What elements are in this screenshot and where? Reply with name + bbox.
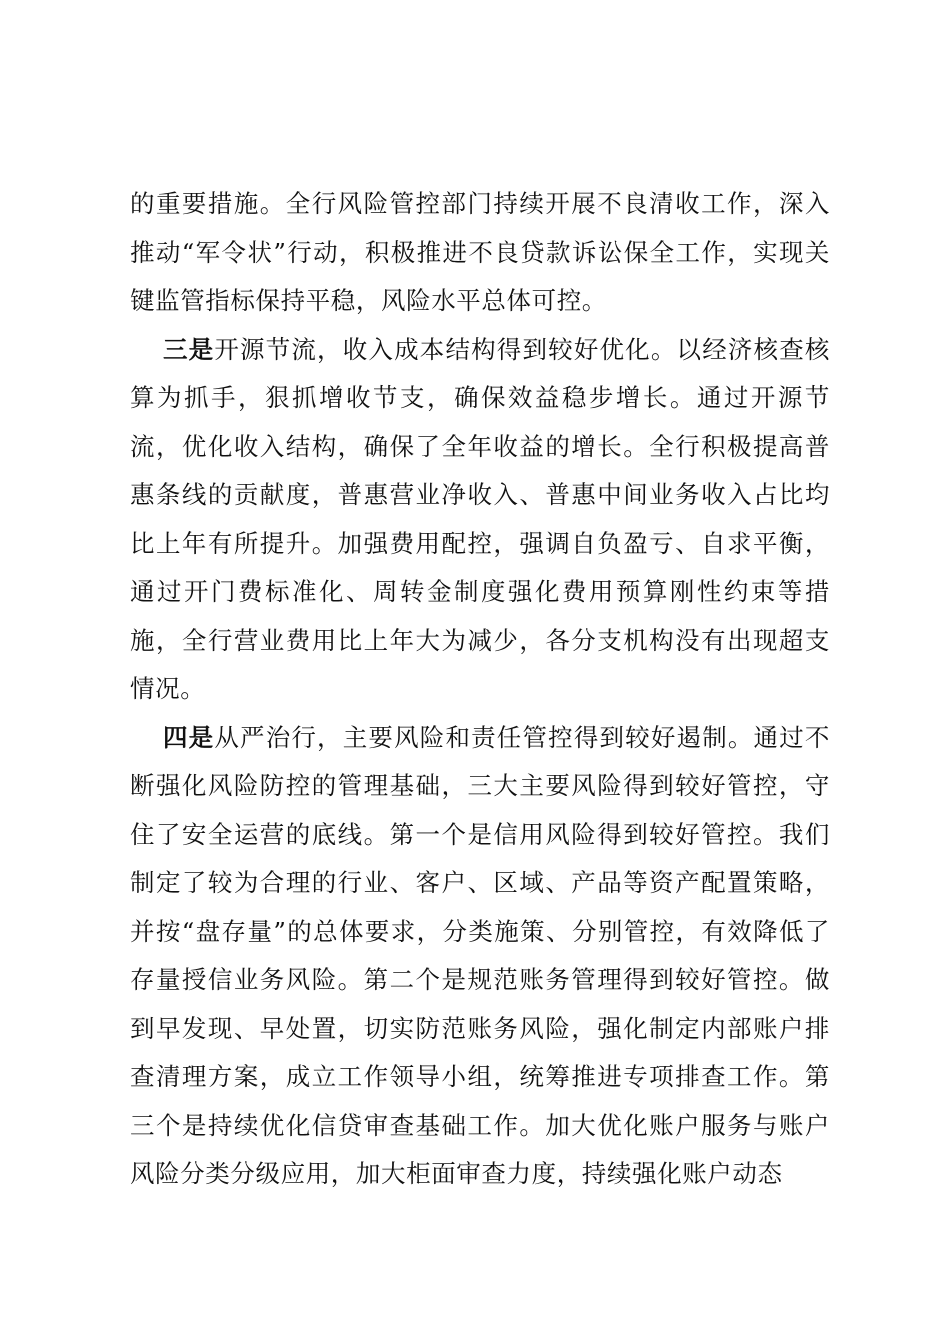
paragraph-continuation xyxy=(130,180,830,326)
paragraph-text: 的重要措施。全行风险管控部门持续开展不良清收工作，深入推动“军令状”行动，积极推进不良贷款诉讼保全工作，实现关键监管指标保持平稳，风险水平总体可控。 xyxy=(130,189,830,315)
paragraph-item-four xyxy=(130,714,830,1199)
paragraph-lead: 四是 xyxy=(163,722,215,752)
document-body xyxy=(130,180,830,1199)
paragraph-item-three xyxy=(130,326,830,714)
paragraph-lead: 三是 xyxy=(163,334,215,364)
paragraph-text: 从严治行，主要风险和责任管控得到较好遏制。通过不断强化风险防控的管理基础，三大主要风险得到较好管控，守住了安全运营的底线。第一个是信用风险得到较好管控。我们制定了较为合理的行业、客户、区域、产品等资产配置策略，并按“盘存量”的总体要求，分类施策、分别管控，有效降低了存量授信业务风险。第二个是规范账务管理得到较好管控。做到早发现、早处置，切实防范账务风险，强化制定内部账户排查清理方案，成立工作领导小组，统筹推进专项排查工作。第三个是持续优化信贷审查基础工作。加大优化账户服务与账户风险分类分级应用，加大柜面审查力度，持续强化账户动态 xyxy=(130,722,830,1188)
paragraph-text: 开源节流，收入成本结构得到较好优化。以经济核查核算为抓手，狠抓增收节支，确保效益稳步增长。通过开源节流，优化收入结构，确保了全年收益的增长。全行积极提高普惠条线的贡献度，普惠营业净收入、普惠中间业务收入占比均比上年有所提升。加强费用配控，强调自负盈亏、自求平衡，通过开门费标准化、周转金制度强化费用预算刚性约束等措施，全行营业费用比上年大为减少，各分支机构没有出现超支情况。 xyxy=(130,334,830,703)
